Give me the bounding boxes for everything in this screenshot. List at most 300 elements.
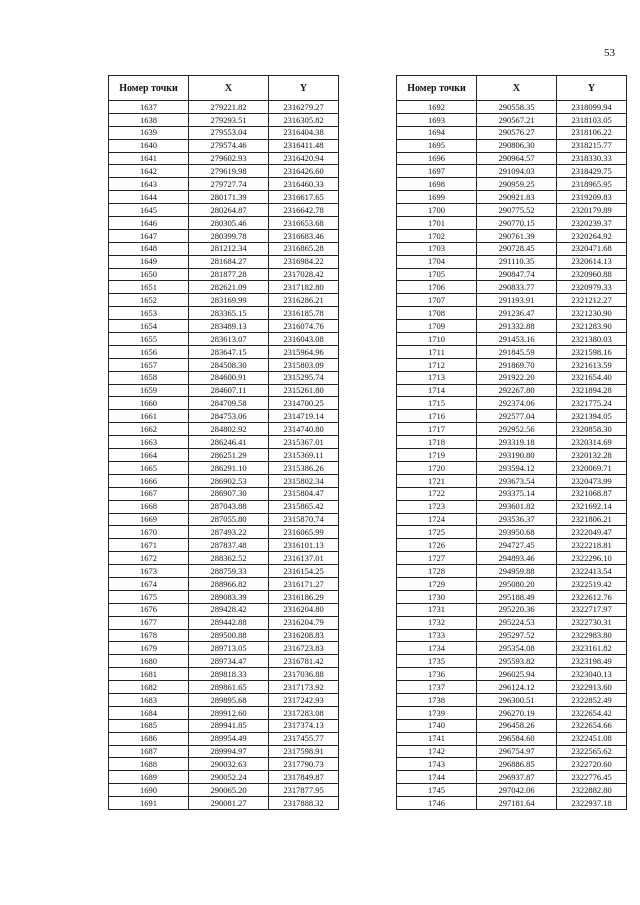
y-coordinate-cell: 2322983.80	[557, 629, 627, 642]
point-number-cell: 1718	[397, 436, 477, 449]
y-coordinate-cell: 2322882.80	[557, 784, 627, 797]
point-number-cell: 1708	[397, 307, 477, 320]
table-row	[109, 629, 339, 642]
x-coordinate-cell: 291869.70	[477, 358, 557, 371]
point-number-cell: 1719	[397, 449, 477, 462]
x-coordinate-cell: 290770.15	[477, 217, 557, 230]
x-coordinate-cell: 291110.35	[477, 255, 557, 268]
point-number-cell: 1701	[397, 217, 477, 230]
y-coordinate-cell: 2318215.77	[557, 139, 627, 152]
y-coordinate-cell: 2322937.18	[557, 797, 627, 810]
point-number-cell: 1698	[397, 178, 477, 191]
x-coordinate-cell: 289818.33	[189, 668, 269, 681]
y-header: Y	[269, 76, 339, 101]
point-number-cell: 1679	[109, 642, 189, 655]
point-number-cell: 1669	[109, 513, 189, 526]
x-coordinate-cell: 296025.94	[477, 668, 557, 681]
y-coordinate-cell: 2317455.77	[269, 732, 339, 745]
table-row	[397, 513, 627, 526]
y-coordinate-cell: 2321598.16	[557, 345, 627, 358]
table-row	[397, 732, 627, 745]
point-number-cell: 1703	[397, 242, 477, 255]
x-coordinate-cell: 281684.27	[189, 255, 269, 268]
x-coordinate-cell: 284802.92	[189, 423, 269, 436]
point-number-cell: 1738	[397, 693, 477, 706]
y-coordinate-cell: 2316653.68	[269, 217, 339, 230]
point-number-cell: 1660	[109, 397, 189, 410]
table-row	[397, 629, 627, 642]
x-coordinate-cell: 294893.46	[477, 552, 557, 565]
point-number-cell: 1726	[397, 539, 477, 552]
point-number-cell: 1702	[397, 229, 477, 242]
y-coordinate-cell: 2316781.42	[269, 655, 339, 668]
point-number-cell: 1650	[109, 268, 189, 281]
table-row	[397, 358, 627, 371]
y-coordinate-cell: 2322413.54	[557, 565, 627, 578]
y-coordinate-cell: 2317283.08	[269, 706, 339, 719]
table-row	[397, 204, 627, 217]
y-coordinate-cell: 2315367.01	[269, 436, 339, 449]
x-coordinate-cell: 280305.46	[189, 217, 269, 230]
point-number-cell: 1693	[397, 113, 477, 126]
point-number-cell: 1711	[397, 345, 477, 358]
y-coordinate-cell: 2317888.32	[269, 797, 339, 810]
y-coordinate-cell: 2322776.45	[557, 771, 627, 784]
x-coordinate-cell: 284607.11	[189, 384, 269, 397]
point-number-cell: 1729	[397, 577, 477, 590]
point-number-cell: 1735	[397, 655, 477, 668]
y-coordinate-cell: 2315295.74	[269, 371, 339, 384]
x-coordinate-cell: 295297.52	[477, 629, 557, 642]
x-coordinate-cell: 291332.88	[477, 320, 557, 333]
y-coordinate-cell: 2322519.42	[557, 577, 627, 590]
point-number-cell: 1697	[397, 165, 477, 178]
table-row	[397, 461, 627, 474]
y-coordinate-cell: 2321894.28	[557, 384, 627, 397]
x-coordinate-cell: 282621.09	[189, 281, 269, 294]
table-row	[109, 487, 339, 500]
y-coordinate-cell: 2314719.14	[269, 410, 339, 423]
y-coordinate-cell: 2316420.94	[269, 152, 339, 165]
table-row	[109, 590, 339, 603]
table-row	[109, 113, 339, 126]
x-coordinate-cell: 289083.39	[189, 590, 269, 603]
point-number-cell: 1641	[109, 152, 189, 165]
table-row	[109, 255, 339, 268]
x-coordinate-cell: 291845.59	[477, 345, 557, 358]
y-coordinate-cell: 2321806.21	[557, 513, 627, 526]
point-number-cell: 1672	[109, 552, 189, 565]
point-number-cell: 1653	[109, 307, 189, 320]
table-row	[109, 320, 339, 333]
x-coordinate-cell: 293319.18	[477, 436, 557, 449]
table-row	[109, 577, 339, 590]
y-coordinate-cell: 2317028.42	[269, 268, 339, 281]
point-number-cell: 1644	[109, 191, 189, 204]
x-coordinate-cell: 290833.77	[477, 281, 557, 294]
table-row	[397, 552, 627, 565]
y-coordinate-cell: 2322852.49	[557, 693, 627, 706]
y-coordinate-cell: 2316426.60	[269, 165, 339, 178]
table-row	[109, 358, 339, 371]
x-coordinate-cell: 290065.20	[189, 784, 269, 797]
y-coordinate-cell: 2319209.83	[557, 191, 627, 204]
x-coordinate-cell: 292374.06	[477, 397, 557, 410]
table-row	[109, 500, 339, 513]
x-coordinate-cell: 288966.82	[189, 577, 269, 590]
x-coordinate-cell: 293594.12	[477, 461, 557, 474]
point-number-cell: 1688	[109, 758, 189, 771]
x-coordinate-cell: 293673.54	[477, 474, 557, 487]
y-coordinate-cell: 2320179.89	[557, 204, 627, 217]
table-row	[109, 565, 339, 578]
point-number-cell: 1662	[109, 423, 189, 436]
y-coordinate-cell: 2315803.09	[269, 358, 339, 371]
y-coordinate-cell: 2316208.83	[269, 629, 339, 642]
y-coordinate-cell: 2317173.92	[269, 681, 339, 694]
y-coordinate-cell: 2316171.27	[269, 577, 339, 590]
table-row	[109, 165, 339, 178]
x-coordinate-cell: 290052.24	[189, 771, 269, 784]
x-coordinate-cell: 293601.82	[477, 500, 557, 513]
point-number-cell: 1695	[397, 139, 477, 152]
y-coordinate-cell: 2321775.24	[557, 397, 627, 410]
x-header: X	[477, 76, 557, 101]
y-coordinate-cell: 2322654.66	[557, 719, 627, 732]
point-number-cell: 1710	[397, 333, 477, 346]
point-number-cell: 1643	[109, 178, 189, 191]
point-number-cell: 1727	[397, 552, 477, 565]
table-row	[397, 255, 627, 268]
point-number-cell: 1639	[109, 126, 189, 139]
table-row	[109, 101, 339, 114]
x-coordinate-cell: 289954.49	[189, 732, 269, 745]
x-coordinate-cell: 296270.19	[477, 706, 557, 719]
table-row	[397, 565, 627, 578]
y-coordinate-cell: 2316404.38	[269, 126, 339, 139]
y-coordinate-cell: 2314740.80	[269, 423, 339, 436]
point-number-cell: 1715	[397, 397, 477, 410]
table-row	[397, 410, 627, 423]
x-coordinate-cell: 287043.88	[189, 500, 269, 513]
point-number-cell: 1657	[109, 358, 189, 371]
x-coordinate-cell: 286246.41	[189, 436, 269, 449]
y-coordinate-cell: 2321283.90	[557, 320, 627, 333]
table-row	[397, 693, 627, 706]
y-coordinate-cell: 2322654.42	[557, 706, 627, 719]
table-row	[397, 320, 627, 333]
x-coordinate-cell: 286251.29	[189, 449, 269, 462]
x-coordinate-cell: 279293.51	[189, 113, 269, 126]
x-coordinate-cell: 296300.51	[477, 693, 557, 706]
table-row	[109, 693, 339, 706]
table-row	[109, 229, 339, 242]
point-number-cell: 1687	[109, 745, 189, 758]
point-number-cell: 1665	[109, 461, 189, 474]
x-coordinate-cell: 292267.80	[477, 384, 557, 397]
y-coordinate-cell: 2315802.34	[269, 474, 339, 487]
x-coordinate-cell: 290775.52	[477, 204, 557, 217]
table-row	[109, 333, 339, 346]
point-number-cell: 1645	[109, 204, 189, 217]
x-coordinate-cell: 287055.80	[189, 513, 269, 526]
table-row	[397, 487, 627, 500]
y-coordinate-cell: 2316305.82	[269, 113, 339, 126]
x-coordinate-cell: 286291.10	[189, 461, 269, 474]
table-row	[109, 797, 339, 810]
x-coordinate-cell: 290081.27	[189, 797, 269, 810]
point-number-header: Номер точки	[397, 76, 477, 101]
table-row	[397, 436, 627, 449]
y-coordinate-cell: 2316642.78	[269, 204, 339, 217]
x-coordinate-cell: 279574.46	[189, 139, 269, 152]
x-coordinate-cell: 295354.08	[477, 642, 557, 655]
x-coordinate-cell: 291922.20	[477, 371, 557, 384]
point-number-cell: 1674	[109, 577, 189, 590]
table-row	[397, 526, 627, 539]
table-row	[397, 152, 627, 165]
y-coordinate-cell: 2322717.97	[557, 603, 627, 616]
y-coordinate-cell: 2316286.21	[269, 294, 339, 307]
table-row	[397, 101, 627, 114]
y-coordinate-cell: 2322565.62	[557, 745, 627, 758]
point-number-cell: 1656	[109, 345, 189, 358]
table-row	[109, 423, 339, 436]
x-coordinate-cell: 294959.88	[477, 565, 557, 578]
y-coordinate-cell: 2317598.91	[269, 745, 339, 758]
x-coordinate-cell: 295593.82	[477, 655, 557, 668]
table-body	[397, 101, 627, 810]
x-coordinate-cell: 289941.85	[189, 719, 269, 732]
x-coordinate-cell: 293536.37	[477, 513, 557, 526]
point-number-cell: 1730	[397, 590, 477, 603]
table-row	[397, 307, 627, 320]
point-number-cell: 1694	[397, 126, 477, 139]
table-row	[109, 281, 339, 294]
y-coordinate-cell: 2317374.13	[269, 719, 339, 732]
point-number-cell: 1705	[397, 268, 477, 281]
point-number-cell: 1675	[109, 590, 189, 603]
y-coordinate-cell: 2318106.22	[557, 126, 627, 139]
table-row	[397, 345, 627, 358]
x-coordinate-cell: 290558.35	[477, 101, 557, 114]
table-row	[109, 655, 339, 668]
table-row	[109, 681, 339, 694]
x-coordinate-cell: 291193.91	[477, 294, 557, 307]
point-number-cell: 1743	[397, 758, 477, 771]
x-coordinate-cell: 289912.60	[189, 706, 269, 719]
y-coordinate-cell: 2322720.60	[557, 758, 627, 771]
y-coordinate-cell: 2318099.94	[557, 101, 627, 114]
table-row	[397, 449, 627, 462]
point-number-cell: 1732	[397, 616, 477, 629]
y-header: Y	[557, 76, 627, 101]
point-number-cell: 1649	[109, 255, 189, 268]
point-number-cell: 1721	[397, 474, 477, 487]
x-coordinate-cell: 283613.07	[189, 333, 269, 346]
table-row	[397, 603, 627, 616]
y-coordinate-cell: 2318330.33	[557, 152, 627, 165]
table-row	[109, 706, 339, 719]
table-row	[109, 513, 339, 526]
y-coordinate-cell: 2321654.40	[557, 371, 627, 384]
y-coordinate-cell: 2320314.69	[557, 436, 627, 449]
y-coordinate-cell: 2321613.59	[557, 358, 627, 371]
x-coordinate-cell: 281877.28	[189, 268, 269, 281]
y-coordinate-cell: 2322049.47	[557, 526, 627, 539]
point-number-cell: 1659	[109, 384, 189, 397]
x-header: X	[189, 76, 269, 101]
table-row	[397, 229, 627, 242]
point-number-cell: 1640	[109, 139, 189, 152]
table-row	[397, 474, 627, 487]
table-row	[109, 474, 339, 487]
point-number-cell: 1707	[397, 294, 477, 307]
point-number-cell: 1652	[109, 294, 189, 307]
y-coordinate-cell: 2320858.30	[557, 423, 627, 436]
table-row	[397, 668, 627, 681]
point-number-cell: 1677	[109, 616, 189, 629]
point-number-cell: 1717	[397, 423, 477, 436]
table-row	[109, 191, 339, 204]
y-coordinate-cell: 2315369.11	[269, 449, 339, 462]
y-coordinate-cell: 2321394.05	[557, 410, 627, 423]
point-number-cell: 1671	[109, 539, 189, 552]
point-number-cell: 1741	[397, 732, 477, 745]
point-number-cell: 1712	[397, 358, 477, 371]
point-number-cell: 1742	[397, 745, 477, 758]
table-row	[109, 307, 339, 320]
point-number-cell: 1681	[109, 668, 189, 681]
table-row	[397, 397, 627, 410]
point-number-cell: 1700	[397, 204, 477, 217]
y-coordinate-cell: 2316065.99	[269, 526, 339, 539]
table-row	[397, 500, 627, 513]
table-row	[109, 771, 339, 784]
table-row	[397, 139, 627, 152]
point-number-cell: 1683	[109, 693, 189, 706]
table-row	[397, 745, 627, 758]
x-coordinate-cell: 280264.87	[189, 204, 269, 217]
y-coordinate-cell: 2321692.14	[557, 500, 627, 513]
point-number-cell: 1716	[397, 410, 477, 423]
y-coordinate-cell: 2317790.73	[269, 758, 339, 771]
x-coordinate-cell: 284709.58	[189, 397, 269, 410]
x-coordinate-cell: 295188.49	[477, 590, 557, 603]
y-coordinate-cell: 2316683.46	[269, 229, 339, 242]
y-coordinate-cell: 2323161.82	[557, 642, 627, 655]
point-number-cell: 1706	[397, 281, 477, 294]
x-coordinate-cell: 283169.99	[189, 294, 269, 307]
x-coordinate-cell: 291236.47	[477, 307, 557, 320]
point-number-cell: 1709	[397, 320, 477, 333]
x-coordinate-cell: 280399.78	[189, 229, 269, 242]
y-coordinate-cell: 2315865.42	[269, 500, 339, 513]
table-row	[109, 371, 339, 384]
x-coordinate-cell: 295080.20	[477, 577, 557, 590]
y-coordinate-cell: 2321380.03	[557, 333, 627, 346]
x-coordinate-cell: 289861.65	[189, 681, 269, 694]
y-coordinate-cell: 2320471.68	[557, 242, 627, 255]
x-coordinate-cell: 289994.97	[189, 745, 269, 758]
table-row	[109, 603, 339, 616]
x-coordinate-cell: 293375.14	[477, 487, 557, 500]
point-number-cell: 1737	[397, 681, 477, 694]
x-coordinate-cell: 290964.57	[477, 152, 557, 165]
y-coordinate-cell: 2316074.76	[269, 320, 339, 333]
table-row	[397, 655, 627, 668]
y-coordinate-cell: 2322218.81	[557, 539, 627, 552]
table-row	[109, 178, 339, 191]
table-row	[109, 242, 339, 255]
x-coordinate-cell: 280171.39	[189, 191, 269, 204]
point-number-cell: 1723	[397, 500, 477, 513]
y-coordinate-cell: 2323040.13	[557, 668, 627, 681]
point-number-cell: 1673	[109, 565, 189, 578]
point-number-cell: 1638	[109, 113, 189, 126]
point-number-cell: 1682	[109, 681, 189, 694]
y-coordinate-cell: 2320960.88	[557, 268, 627, 281]
point-number-cell: 1745	[397, 784, 477, 797]
y-coordinate-cell: 2321230.90	[557, 307, 627, 320]
table-row	[397, 178, 627, 191]
y-coordinate-cell: 2316723.83	[269, 642, 339, 655]
point-number-cell: 1678	[109, 629, 189, 642]
table-row	[109, 642, 339, 655]
table-row	[109, 139, 339, 152]
table-row	[109, 461, 339, 474]
table-row	[397, 577, 627, 590]
x-coordinate-cell: 290959.25	[477, 178, 557, 191]
x-coordinate-cell: 294727.45	[477, 539, 557, 552]
y-coordinate-cell: 2320979.33	[557, 281, 627, 294]
y-coordinate-cell: 2317877.95	[269, 784, 339, 797]
point-number-header: Номер точки	[109, 76, 189, 101]
table-row	[109, 784, 339, 797]
point-number-cell: 1637	[109, 101, 189, 114]
point-number-cell: 1670	[109, 526, 189, 539]
y-coordinate-cell: 2315804.47	[269, 487, 339, 500]
table-row	[109, 410, 339, 423]
table-row	[397, 539, 627, 552]
x-coordinate-cell: 290921.83	[477, 191, 557, 204]
y-coordinate-cell: 2316411.48	[269, 139, 339, 152]
point-number-cell: 1734	[397, 642, 477, 655]
point-number-cell: 1714	[397, 384, 477, 397]
point-number-cell: 1680	[109, 655, 189, 668]
table-row	[109, 126, 339, 139]
table-row	[109, 345, 339, 358]
table-row	[109, 397, 339, 410]
point-number-cell: 1685	[109, 719, 189, 732]
point-number-cell: 1699	[397, 191, 477, 204]
point-number-cell: 1746	[397, 797, 477, 810]
point-number-cell: 1647	[109, 229, 189, 242]
x-coordinate-cell: 288759.33	[189, 565, 269, 578]
y-coordinate-cell: 2317242.93	[269, 693, 339, 706]
y-coordinate-cell: 2316154.25	[269, 565, 339, 578]
table-row	[109, 449, 339, 462]
y-coordinate-cell: 2315261.80	[269, 384, 339, 397]
table-row	[397, 642, 627, 655]
x-coordinate-cell: 296886.85	[477, 758, 557, 771]
x-coordinate-cell: 279221.82	[189, 101, 269, 114]
x-coordinate-cell: 297181.64	[477, 797, 557, 810]
x-coordinate-cell: 286902.53	[189, 474, 269, 487]
table-row	[397, 191, 627, 204]
point-number-cell: 1733	[397, 629, 477, 642]
point-number-cell: 1689	[109, 771, 189, 784]
